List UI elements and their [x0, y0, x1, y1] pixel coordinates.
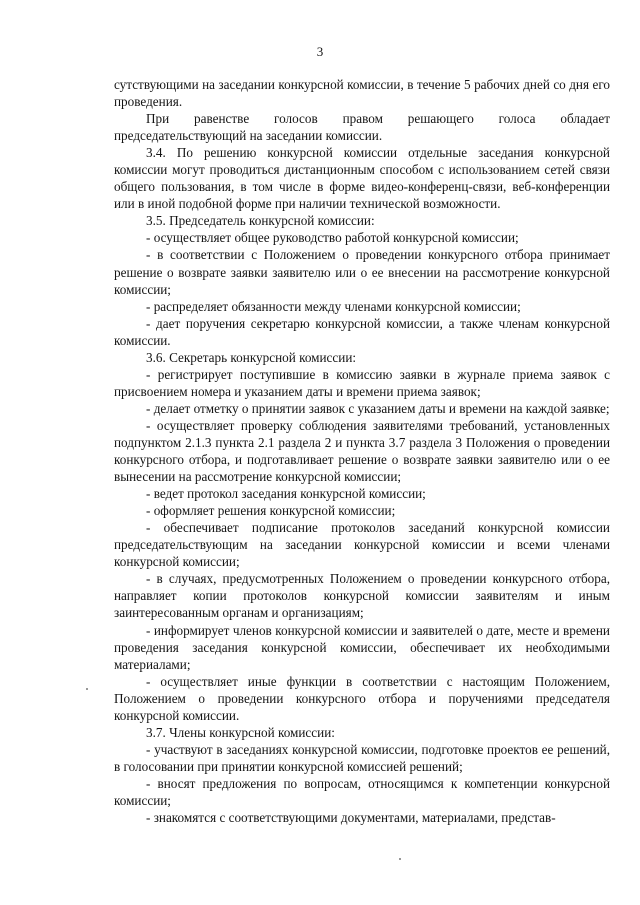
- list-item: - делает отметку о принятии заявок с указанием даты и времени на каждой заявке;: [146, 400, 610, 416]
- list-item: - осуществляет проверку соблюдения заявителями требований, установленных подпунктом 2.1.3 пункта 2.1 раздела 2 и пункта 3.7 раздела 3 Положения о проведении конкурсного отбора, и подготавливает решение о возврате заявки заявителю или о ее вынесении на рассмотрение конкурсной комиссии;: [114, 417, 610, 485]
- list-item: - оформляет решения конкурсной комиссии;: [146, 503, 396, 519]
- heading-3-5: 3.5. Председатель конкурсной комиссии:: [146, 213, 375, 229]
- list-item: - вносят предложения по вопросам, относящимся к компетенции конкурсной комиссии;: [114, 775, 610, 808]
- list-item: - распределяет обязанности между членами конкурсной комиссии;: [146, 298, 521, 314]
- list-item: - дает поручения секретарю конкурсной комиссии, а также членам конкурсной комиссии.: [114, 315, 610, 348]
- list-item: - ведет протокол заседания конкурсной комиссии;: [146, 486, 426, 502]
- list-item: - информирует членов конкурсной комиссии и заявителей о дате, месте и времени проведения заседания конкурсной комиссии, обеспечивает их необходимыми материалами;: [114, 622, 610, 672]
- list-item: - участвуют в заседаниях конкурсной комиссии, подготовке проектов ее решений, в голосовании при принятии конкурсной комиссией решений;: [114, 741, 610, 774]
- paragraph-continuation: сутствующими на заседании конкурсной комиссии, в течение 5 рабочих дней со дня его проведения.: [114, 77, 610, 110]
- list-item: - обеспечивает подписание протоколов заседаний конкурсной комиссии председательствующим на заседании конкурсной комиссии и всеми членами конкурсной комиссии;: [114, 520, 610, 570]
- heading-3-6: 3.6. Секретарь конкурсной комиссии:: [146, 349, 357, 365]
- heading-3-7: 3.7. Члены конкурсной комиссии:: [146, 724, 335, 740]
- list-item: - регистрирует поступившие в комиссию заявки в журнале приема заявок с присвоением номера и указанием даты и времени приема заявок;: [114, 366, 610, 399]
- scan-speck: [399, 858, 401, 860]
- page-number: 3: [316, 44, 324, 59]
- document-body: [114, 76, 610, 826]
- scan-speck: [86, 688, 88, 690]
- list-item: - осуществляет общее руководство работой конкурсной комиссии;: [146, 230, 519, 246]
- paragraph-3-4: 3.4. По решению конкурсной комиссии отдельные заседания конкурсной комиссии могут проводиться дистанционным способом с использованием сетей связи общего пользования, в том числе в форме видео-конференц-связи, веб-конференции или в иной подобной форме при наличии технической возможности.: [114, 145, 610, 212]
- list-item: - осуществляет иные функции в соответствии с настоящим Положением, Положением о проведении конкурсного отбора и поручениями председателя конкурсной комиссии.: [114, 673, 610, 723]
- list-item: - в случаях, предусмотренных Положением о проведении конкурсного отбора, направляет копии протоколов конкурсной комиссии заявителям и иным заинтересованным органам и организациям;: [114, 571, 610, 621]
- list-item: - в соответствии с Положением о проведении конкурсного отбора принимает решение о возврате заявки заявителю или о ее внесении на рассмотрение конкурсной комиссии;: [114, 247, 610, 297]
- paragraph-tie-vote: При равенстве голосов правом решающего голоса обладает председательствующий на заседании комиссии.: [114, 111, 610, 144]
- list-item: - знакомятся с соответствующими документами, материалами, представ-: [146, 810, 556, 826]
